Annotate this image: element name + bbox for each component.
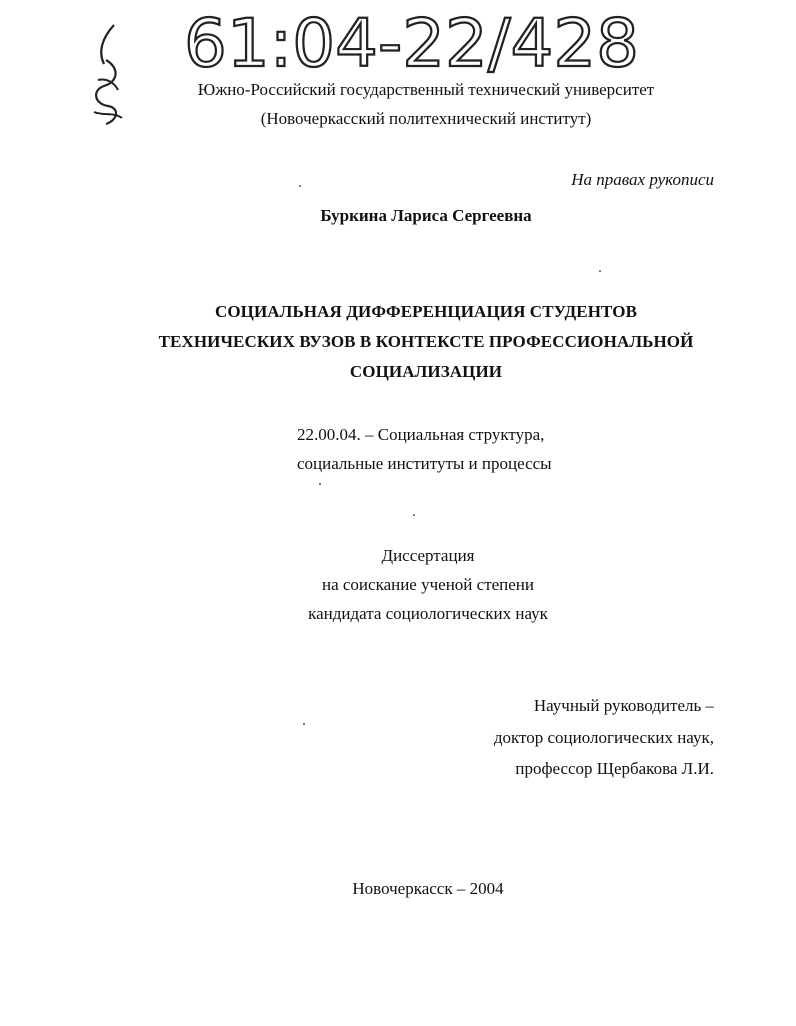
specialty-name: социальные институты и процессы (297, 454, 552, 473)
supervisor-degree: доктор социологических наук, (493, 728, 714, 747)
scan-speck (303, 723, 305, 725)
degree-purpose: на соискание ученой степени (321, 575, 535, 594)
university-name: Южно-Российский государственный технический университет (197, 80, 655, 99)
city-year: Новочеркасск – 2004 (352, 879, 504, 898)
supervisor-label: Научный руководитель – (533, 696, 714, 715)
specialty-code: 22.00.04. – Социальная структура, (297, 425, 545, 444)
institute-name: (Новочеркасский политехнический институт) (260, 109, 592, 128)
handwritten-archive-number (180, 2, 650, 82)
scan-speck (599, 270, 601, 272)
scan-speck (299, 185, 301, 187)
scan-speck (319, 483, 321, 485)
degree-type: Диссертация (381, 546, 475, 565)
scan-speck (413, 514, 415, 516)
author-name: Буркина Лариса Сергеевна (320, 206, 532, 225)
title-line: СОЦИАЛЬНАЯ ДИФФЕРЕНЦИАЦИЯ СТУДЕНТОВ (214, 302, 638, 321)
title-line: ТЕХНИЧЕСКИХ ВУЗОВ В КОНТЕКСТЕ ПРОФЕССИОНАЛЬНОЙ (158, 332, 694, 351)
archive-code-text: 61:04-22/428 (184, 5, 639, 82)
degree-field: кандидата социологических наук (308, 604, 548, 623)
supervisor-name: профессор Щербакова Л.И. (515, 759, 714, 778)
manuscript-note: На правах рукописи (571, 170, 714, 189)
dissertation-title (0, 297, 796, 387)
title-line: СОЦИАЛИЗАЦИИ (349, 362, 503, 381)
